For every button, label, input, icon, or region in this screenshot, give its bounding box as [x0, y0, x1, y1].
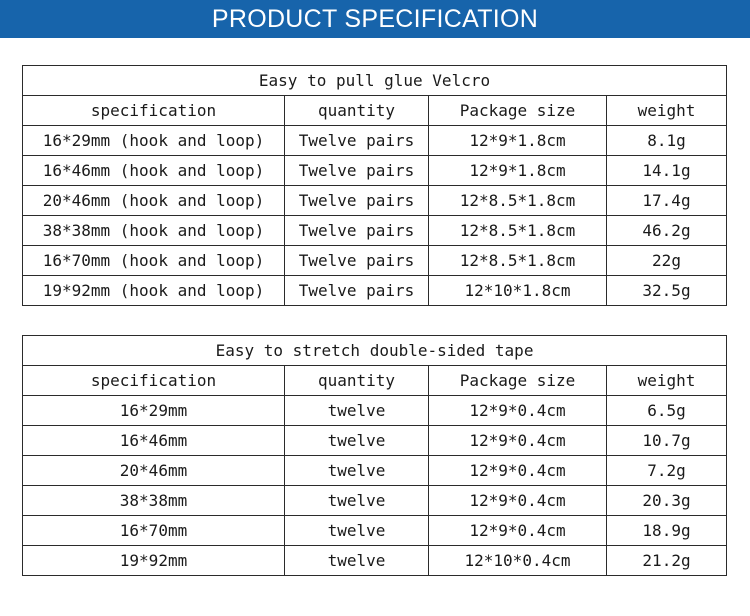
cell-quantity: twelve	[285, 486, 429, 516]
cell-specification: 16*29mm (hook and loop)	[23, 126, 285, 156]
cell-quantity: Twelve pairs	[285, 276, 429, 306]
column-header-quantity: quantity	[285, 366, 429, 396]
table-row	[23, 216, 727, 246]
cell-quantity: Twelve pairs	[285, 156, 429, 186]
cell-package-size: 12*8.5*1.8cm	[429, 216, 607, 246]
column-header-quantity: quantity	[285, 96, 429, 126]
cell-specification: 16*46mm (hook and loop)	[23, 156, 285, 186]
column-header-specification: specification	[23, 366, 285, 396]
cell-quantity: twelve	[285, 456, 429, 486]
cell-weight: 21.2g	[607, 546, 727, 576]
cell-weight: 46.2g	[607, 216, 727, 246]
cell-specification: 16*70mm	[23, 516, 285, 546]
cell-quantity: twelve	[285, 426, 429, 456]
table-row	[23, 246, 727, 276]
cell-package-size: 12*9*1.8cm	[429, 156, 607, 186]
cell-quantity: Twelve pairs	[285, 246, 429, 276]
cell-specification: 38*38mm (hook and loop)	[23, 216, 285, 246]
cell-quantity: twelve	[285, 546, 429, 576]
tape-spec-table	[22, 335, 727, 576]
cell-weight: 10.7g	[607, 426, 727, 456]
cell-specification: 16*70mm (hook and loop)	[23, 246, 285, 276]
cell-weight: 18.9g	[607, 516, 727, 546]
cell-quantity: Twelve pairs	[285, 186, 429, 216]
column-header-weight: weight	[607, 366, 727, 396]
table-row	[23, 276, 727, 306]
column-header-package-size: Package size	[429, 366, 607, 396]
table-row	[23, 546, 727, 576]
cell-package-size: 12*9*0.4cm	[429, 516, 607, 546]
cell-package-size: 12*10*0.4cm	[429, 546, 607, 576]
cell-package-size: 12*9*0.4cm	[429, 396, 607, 426]
cell-quantity: twelve	[285, 516, 429, 546]
cell-quantity: twelve	[285, 396, 429, 426]
cell-specification: 38*38mm	[23, 486, 285, 516]
cell-quantity: Twelve pairs	[285, 126, 429, 156]
cell-package-size: 12*8.5*1.8cm	[429, 246, 607, 276]
cell-quantity: Twelve pairs	[285, 216, 429, 246]
velcro-spec-table	[22, 65, 727, 306]
cell-specification: 20*46mm	[23, 456, 285, 486]
cell-specification: 16*29mm	[23, 396, 285, 426]
table-row	[23, 426, 727, 456]
page-title: PRODUCT SPECIFICATION	[211, 4, 539, 33]
cell-weight: 17.4g	[607, 186, 727, 216]
cell-package-size: 12*8.5*1.8cm	[429, 186, 607, 216]
cell-package-size: 12*9*0.4cm	[429, 426, 607, 456]
table-row	[23, 516, 727, 546]
column-header-specification: specification	[23, 96, 285, 126]
cell-package-size: 12*9*1.8cm	[429, 126, 607, 156]
cell-weight: 22g	[607, 246, 727, 276]
cell-specification: 19*92mm (hook and loop)	[23, 276, 285, 306]
cell-weight: 6.5g	[607, 396, 727, 426]
table-row	[23, 156, 727, 186]
cell-weight: 7.2g	[607, 456, 727, 486]
cell-package-size: 12*9*0.4cm	[429, 456, 607, 486]
cell-specification: 16*46mm	[23, 426, 285, 456]
cell-specification: 20*46mm (hook and loop)	[23, 186, 285, 216]
cell-package-size: 12*9*0.4cm	[429, 486, 607, 516]
cell-weight: 20.3g	[607, 486, 727, 516]
table-row	[23, 186, 727, 216]
cell-weight: 14.1g	[607, 156, 727, 186]
column-header-weight: weight	[607, 96, 727, 126]
table-row	[23, 456, 727, 486]
table-caption: Easy to pull glue Velcro	[23, 66, 727, 96]
table-header-row	[23, 366, 727, 396]
page-title-banner	[0, 0, 750, 38]
table-row	[23, 396, 727, 426]
table-row	[23, 486, 727, 516]
cell-weight: 8.1g	[607, 126, 727, 156]
cell-specification: 19*92mm	[23, 546, 285, 576]
table-header-row	[23, 96, 727, 126]
table-row	[23, 126, 727, 156]
table-caption: Easy to stretch double-sided tape	[23, 336, 727, 366]
column-header-package-size: Package size	[429, 96, 607, 126]
cell-weight: 32.5g	[607, 276, 727, 306]
cell-package-size: 12*10*1.8cm	[429, 276, 607, 306]
